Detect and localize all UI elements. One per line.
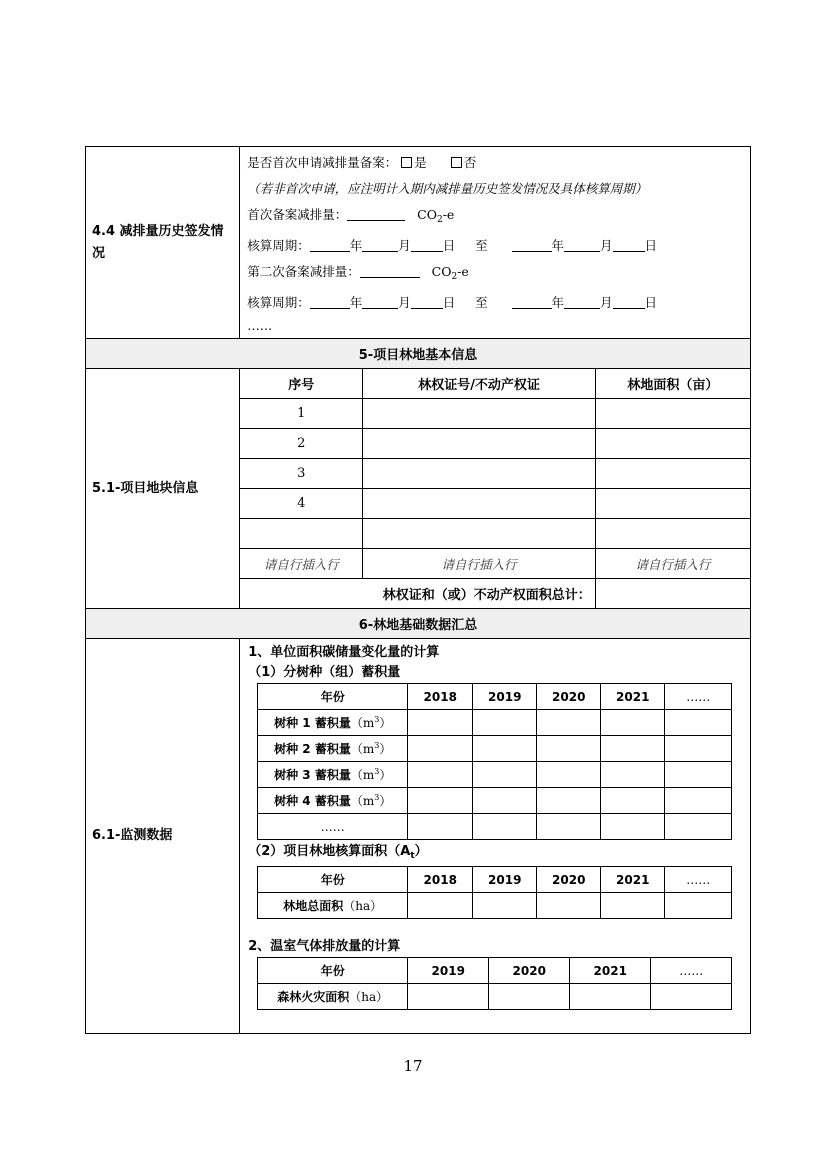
history-note: （若非首次申请，应注明计入期内减排量历史签发情况及具体核算周期）: [247, 181, 648, 196]
unit-close: ）: [379, 716, 392, 730]
value-cell[interactable]: [408, 788, 473, 814]
section-6-1-label: [86, 639, 240, 1034]
year-cell: 2018: [408, 867, 473, 893]
certificate-cell[interactable]: [363, 429, 595, 459]
value-cell[interactable]: [665, 788, 732, 814]
value-cell[interactable]: [665, 893, 732, 919]
insert-row-hint: 请自行插入行: [363, 549, 595, 579]
accounting-area-heading-text: （2）项目林地核算面积（A: [248, 844, 411, 859]
blank-field[interactable]: [564, 237, 600, 252]
value-cell[interactable]: [473, 710, 537, 736]
value-cell[interactable]: [408, 762, 473, 788]
second-period-row: [247, 290, 744, 316]
row-index-cell: [240, 519, 363, 549]
unit-close: ）: [379, 794, 392, 808]
year-cell: 2021: [570, 958, 651, 984]
value-cell[interactable]: [537, 710, 601, 736]
month-unit: 月: [600, 238, 613, 253]
more-rows-cell: ……: [258, 814, 408, 840]
year-header: 年份: [258, 867, 408, 893]
species-row-label: [258, 788, 408, 814]
more-ellipsis: ……: [247, 318, 273, 333]
section-5-title-text: 5-项目林地基本信息: [358, 348, 478, 363]
blank-field[interactable]: [613, 294, 645, 309]
value-cell[interactable]: [651, 984, 732, 1010]
year-cell: 2019: [473, 684, 537, 710]
month-unit: 月: [398, 238, 411, 253]
blank-field[interactable]: [411, 294, 443, 309]
day-unit: 日: [442, 238, 456, 253]
year-cell: 2019: [473, 867, 537, 893]
page-number: 17: [403, 1057, 423, 1075]
area-cell[interactable]: [595, 489, 750, 519]
certificate-cell[interactable]: [363, 519, 595, 549]
blank-field[interactable]: [411, 237, 443, 252]
blank-field[interactable]: [613, 237, 645, 252]
blank-field[interactable]: [564, 294, 600, 309]
first-amount-label: 首次备案减排量：: [247, 207, 348, 222]
value-cell[interactable]: [408, 893, 473, 919]
section-4-4-label: [86, 147, 240, 339]
area-cell[interactable]: [595, 429, 750, 459]
year-unit: 年: [551, 295, 565, 310]
fire-area-label: [258, 984, 408, 1010]
year-cell: 2021: [601, 684, 665, 710]
area-cell[interactable]: [595, 459, 750, 489]
year-header: 年份: [258, 684, 408, 710]
value-cell[interactable]: [665, 736, 732, 762]
value-cell[interactable]: [473, 814, 537, 840]
first-filing-question: 是否首次申请减排量备案：: [247, 155, 398, 170]
fire-area-name: 森林火灾面积: [277, 990, 350, 1004]
value-cell[interactable]: [601, 814, 665, 840]
unit-co2-e: -e: [457, 264, 469, 279]
species-name: 树种 1 蓄积量: [274, 716, 351, 730]
yes-label: 是: [414, 155, 427, 170]
value-cell[interactable]: [408, 736, 473, 762]
unit-co2: CO: [417, 207, 437, 222]
first-period-row: [247, 233, 744, 259]
section-6-title-text: 6-林地基础数据汇总: [358, 618, 478, 633]
section-5-1-label-text: 5.1-项目地块信息: [92, 480, 199, 496]
period-label: 核算周期：: [247, 295, 310, 310]
total-area-value[interactable]: [595, 579, 750, 609]
col-header-certificate: 林权证号/不动产权证: [363, 369, 595, 399]
certificate-cell[interactable]: [363, 489, 595, 519]
value-cell[interactable]: [473, 788, 537, 814]
year-cell: ……: [651, 958, 732, 984]
accounting-area-heading: [240, 842, 750, 866]
section-5-1-label: [86, 369, 240, 609]
fire-table: [257, 957, 732, 1010]
unit-sup: 3: [374, 767, 380, 776]
value-cell[interactable]: [665, 814, 732, 840]
value-cell[interactable]: [537, 788, 601, 814]
year-cell: 2020: [489, 958, 570, 984]
unit-co2: CO: [431, 264, 452, 279]
species-name: 树种 3 蓄积量: [274, 768, 351, 782]
yes-checkbox[interactable]: [401, 157, 412, 168]
species-row-label: [258, 710, 408, 736]
blank-field[interactable]: [362, 294, 398, 309]
value-cell[interactable]: [473, 736, 537, 762]
row-index-cell: 2: [240, 429, 363, 459]
no-checkbox[interactable]: [451, 157, 462, 168]
month-unit: 月: [398, 295, 411, 310]
monitoring-data-content: [240, 639, 751, 1034]
value-cell[interactable]: [537, 814, 601, 840]
accounting-area-sub: t: [410, 851, 415, 861]
unit-co2-sub: 2: [451, 272, 458, 282]
accounting-area-close: ）: [414, 844, 428, 859]
section-4-4-label-text: 4.4 减排量历史签发情况: [92, 223, 224, 261]
unit-sup: 3: [374, 793, 380, 802]
value-cell[interactable]: [473, 762, 537, 788]
area-cell[interactable]: [595, 519, 750, 549]
year-unit: 年: [551, 238, 565, 253]
year-cell: 2021: [601, 867, 665, 893]
row-index-cell: 3: [240, 459, 363, 489]
month-unit: 月: [600, 295, 613, 310]
value-cell[interactable]: [489, 984, 570, 1010]
to-label: 至: [475, 238, 488, 253]
second-amount-label: 第二次备案减排量：: [247, 264, 360, 279]
fire-area-unit: （ha）: [349, 990, 389, 1004]
form-table: [85, 146, 751, 1034]
ghg-emission-heading: 2、温室气体排放量的计算: [248, 939, 401, 954]
unit-sup: 3: [374, 715, 380, 724]
row-index-cell: 1: [240, 399, 363, 429]
unit-co2-sub: 2: [436, 215, 443, 225]
unit-text: （m: [350, 716, 375, 730]
unit-text: （m: [350, 768, 375, 782]
total-area-label: 林权证和（或）不动产权面积总计：: [240, 579, 596, 609]
value-cell[interactable]: [570, 984, 651, 1010]
value-cell[interactable]: [665, 710, 732, 736]
volume-table: [257, 683, 732, 840]
unit-co2-e: -e: [442, 207, 455, 222]
forest-area-name: 林地总面积: [283, 899, 344, 913]
unit-text: （m: [350, 742, 375, 756]
section-6-1-label-text: 6.1-监测数据: [92, 828, 173, 843]
no-label: 否: [463, 155, 477, 170]
year-unit: 年: [349, 295, 363, 310]
day-unit: 日: [644, 238, 658, 253]
blank-field[interactable]: [362, 237, 398, 252]
col-header-index: 序号: [240, 369, 363, 399]
to-label: 至: [475, 295, 488, 310]
certificate-cell[interactable]: [363, 459, 595, 489]
year-cell: 2019: [408, 958, 489, 984]
value-cell[interactable]: [601, 710, 665, 736]
value-cell[interactable]: [537, 736, 601, 762]
blank-field[interactable]: [310, 294, 350, 309]
value-cell[interactable]: [601, 893, 665, 919]
insert-row-hint: 请自行插入行: [240, 549, 363, 579]
day-unit: 日: [644, 295, 658, 310]
value-cell[interactable]: [601, 736, 665, 762]
section-6-title: [86, 609, 751, 639]
year-cell: ……: [665, 684, 732, 710]
value-cell[interactable]: [408, 710, 473, 736]
value-cell[interactable]: [537, 893, 601, 919]
section-4-4-content: [240, 147, 751, 339]
col-header-area: 林地面积（亩）: [595, 369, 750, 399]
insert-row-hint: 请自行插入行: [595, 549, 750, 579]
year-cell: ……: [665, 867, 732, 893]
period-label: 核算周期：: [247, 238, 310, 253]
volume-by-species-heading: （1）分树种（组）蓄积量: [248, 665, 401, 680]
species-row-label: [258, 736, 408, 762]
value-cell[interactable]: [408, 814, 473, 840]
value-cell[interactable]: [601, 788, 665, 814]
forest-area-unit: （ha）: [343, 899, 383, 913]
certificate-cell[interactable]: [363, 399, 595, 429]
blank-field[interactable]: [512, 294, 552, 309]
unit-close: ）: [379, 768, 392, 782]
area-table: [257, 866, 732, 919]
year-header: 年份: [258, 958, 408, 984]
blank-field[interactable]: [310, 237, 350, 252]
species-name: 树种 2 蓄积量: [274, 742, 351, 756]
forest-area-label: [258, 893, 408, 919]
day-unit: 日: [442, 295, 456, 310]
section-5-title: [86, 339, 751, 369]
unit-sup: 3: [374, 741, 380, 750]
row-index-cell: 4: [240, 489, 363, 519]
value-cell[interactable]: [408, 984, 489, 1010]
first-amount-field[interactable]: [347, 206, 405, 221]
unit-text: （m: [350, 794, 375, 808]
area-cell[interactable]: [595, 399, 750, 429]
year-cell: 2020: [537, 684, 601, 710]
species-row-label: [258, 762, 408, 788]
carbon-stock-heading: 1、单位面积碳储量变化量的计算: [248, 645, 440, 660]
value-cell[interactable]: [665, 762, 732, 788]
year-cell: 2020: [537, 867, 601, 893]
value-cell[interactable]: [537, 762, 601, 788]
year-unit: 年: [349, 238, 363, 253]
value-cell[interactable]: [473, 893, 537, 919]
value-cell[interactable]: [601, 762, 665, 788]
year-cell: 2018: [408, 684, 473, 710]
second-amount-field[interactable]: [360, 263, 420, 278]
unit-close: ）: [379, 742, 392, 756]
blank-field[interactable]: [512, 237, 552, 252]
species-name: 树种 4 蓄积量: [274, 794, 351, 808]
